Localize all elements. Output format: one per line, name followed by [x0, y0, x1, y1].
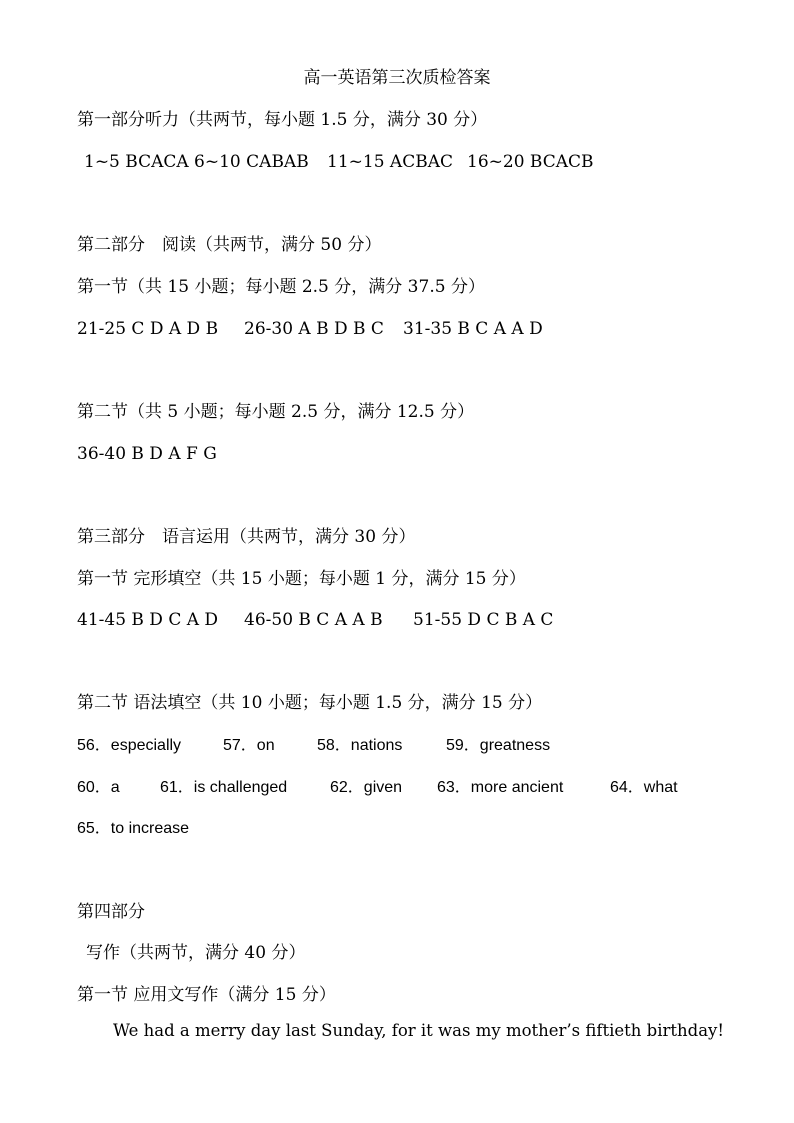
part2-section2-heading: 第二节（共 5 小题；每小题 2.5 分，满分 12.5 分）: [77, 402, 475, 422]
part3-section1-answers-3: 51-55 D C B A C: [413, 610, 554, 630]
grammar-answer-57: 57．on: [223, 737, 275, 754]
part2-section1-answers-3: 31-35 B C A A D: [403, 319, 543, 339]
part2-section1-heading: 第一节（共 15 小题；每小题 2.5 分，满分 37.5 分）: [77, 277, 485, 297]
part1-answers-1: 1~5 BCACA 6~10 CABAB: [84, 152, 309, 172]
part4-subheading: 写作（共两节，满分 40 分）: [86, 943, 306, 963]
page-title: 高一英语第三次质检答案: [303, 68, 491, 88]
grammar-answer-64: 64．what: [610, 779, 678, 796]
grammar-answer-62: 62．given: [330, 779, 403, 796]
part4-section1-heading: 第一节 应用文写作（满分 15 分）: [77, 985, 336, 1005]
grammar-answer-61: 61．is challenged: [160, 779, 288, 796]
part3-section1-answers-1: 41-45 B D C A D: [77, 610, 219, 630]
part4-heading: 第四部分: [77, 902, 145, 922]
part2-section1-answers-2: 26-30 A B D B C: [244, 319, 384, 339]
part1-heading: 第一部分听力（共两节，每小题 1.5 分，满分 30 分）: [77, 110, 488, 130]
part2-heading: 第二部分 阅读（共两节，满分 50 分）: [77, 235, 382, 255]
grammar-answer-60: 60．a: [77, 779, 120, 796]
part2-section1-answers-1: 21-25 C D A D B: [77, 319, 219, 339]
grammar-answer-63: 63．more ancient: [437, 779, 564, 796]
part3-heading: 第三部分 语言运用（共两节，满分 30 分）: [77, 527, 416, 547]
grammar-answer-59: 59．greatness: [446, 737, 551, 754]
essay-first-line: We had a merry day last Sunday, for it was my mother’s fiftieth birthday!: [113, 1021, 725, 1040]
part3-section1-answers-2: 46-50 B C A A B: [244, 610, 383, 630]
grammar-answer-58: 58．nations: [317, 737, 403, 754]
part3-section2-heading: 第二节 语法填空（共 10 小题；每小题 1.5 分，满分 15 分）: [77, 693, 543, 713]
part2-section2-answers: 36-40 B D A F G: [77, 444, 217, 464]
part3-section1-heading: 第一节 完形填空（共 15 小题；每小题 1 分，满分 15 分）: [77, 569, 526, 589]
grammar-answer-56: 56．especially: [77, 737, 182, 754]
part1-answers-2: 11~15 ACBAC: [327, 152, 453, 172]
part1-answers-3: 16~20 BCACB: [467, 152, 594, 172]
grammar-answer-65: 65．to increase: [77, 820, 190, 837]
